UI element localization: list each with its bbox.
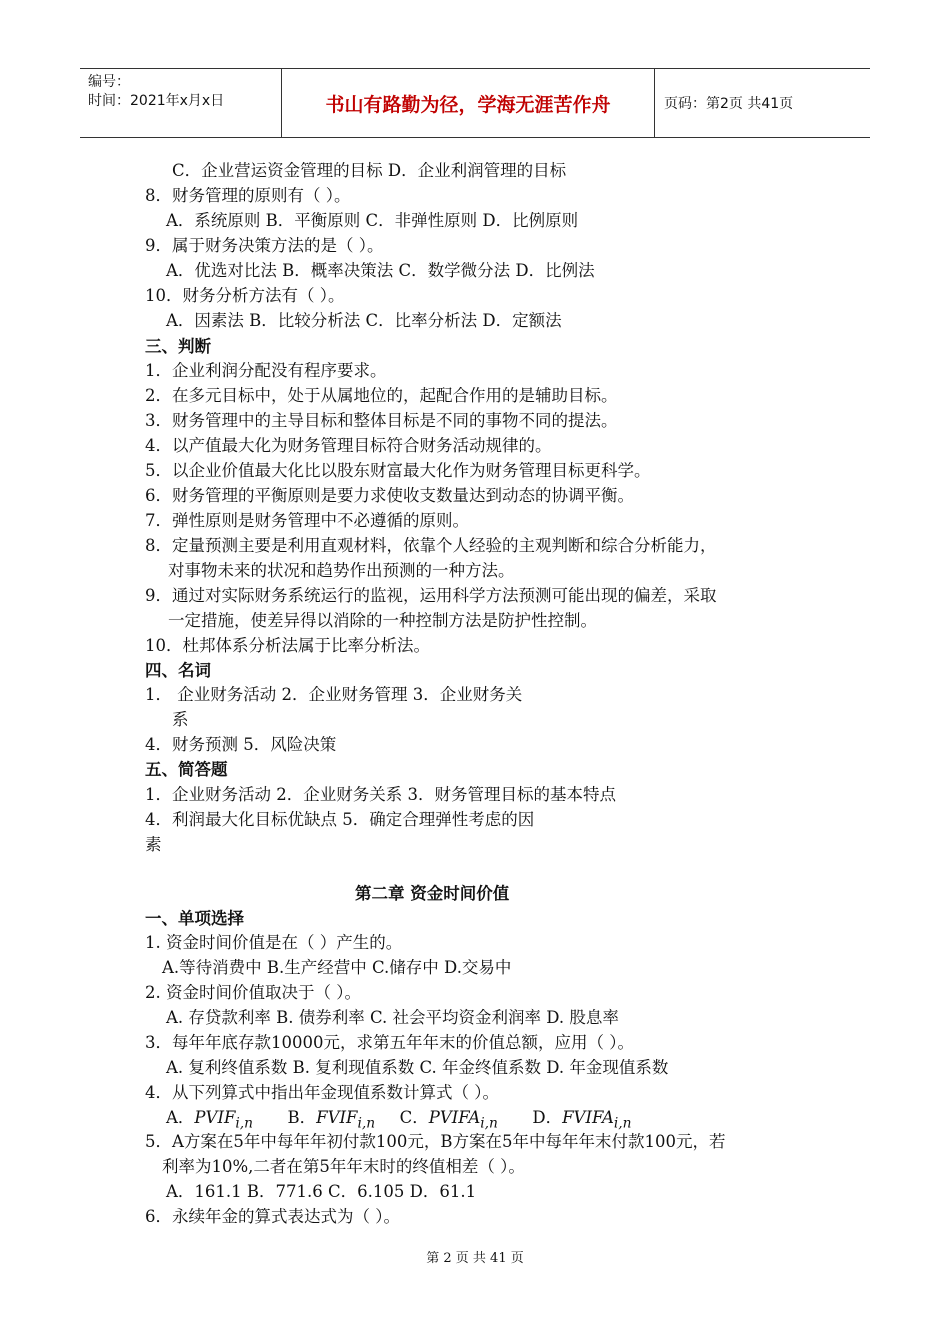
- text-line: 1. 资金时间价值是在（ ）产生的。: [145, 933, 403, 952]
- text-line: 6．永续年金的算式表达式为（ ）。: [145, 1207, 400, 1226]
- header-motto: 书山有路勤为径，学海无涯苦作舟: [282, 69, 655, 137]
- text-line: A．161.1 B．771.6 C．6.105 D．61.1: [166, 1182, 477, 1201]
- formula-option: B．$FVIF_{i,n}$: [287, 1108, 376, 1132]
- text-line: 5．以企业价值最大化比以股东财富最大化作为财务管理目标更科学。: [145, 461, 651, 480]
- text-line: 7．弹性原则是财务管理中不必遵循的原则。: [145, 511, 469, 530]
- text-line: 1．企业利润分配没有程序要求。: [145, 361, 387, 380]
- text-line: 8．定量预测主要是利用直观材料，依靠个人经验的主观判断和综合分析能力，: [145, 536, 717, 555]
- date-label: 时间：2021年x月x日: [88, 93, 225, 109]
- text-line: 1． 企业财务活动 2．企业财务管理 3．企业财务关: [145, 685, 523, 704]
- text-line: 一定措施，使差异得以消除的一种控制方法是防护性控制。: [168, 611, 597, 630]
- text-line: 对事物未来的状况和趋势作出预测的一种方法。: [168, 561, 515, 580]
- text-line: A. 存贷款利率 B. 债券利率 C. 社会平均资金利润率 D. 股息率: [166, 1008, 619, 1027]
- formula-option: A．$PVIF_{i,n}$: [166, 1108, 254, 1132]
- header-info-cell: [80, 69, 282, 137]
- text-line: 6．财务管理的平衡原则是要力求使收支数量达到动态的协调平衡。: [145, 486, 634, 505]
- text-line: 10．杜邦体系分析法属于比率分析法。: [145, 636, 430, 655]
- text-line: 2．在多元目标中，处于从属地位的，起配合作用的是辅助目标。: [145, 386, 618, 405]
- formula-option: D．$FVIFA_{i,n}$: [532, 1108, 632, 1132]
- section-heading: 五、简答题: [145, 760, 228, 779]
- text-line: 利率为10%,二者在第5年年末时的终值相差（ ）。: [162, 1157, 525, 1176]
- header-page-label: 页码：第2页 共41页: [664, 96, 794, 112]
- section-heading: 一、单项选择: [145, 909, 244, 928]
- text-line: 2. 资金时间价值取决于（ ）。: [145, 983, 361, 1002]
- number-label: 编号：: [88, 74, 130, 90]
- text-line: 3．财务管理中的主导目标和整体目标是不同的事物不同的提法。: [145, 411, 618, 430]
- section-heading: 四、名词: [145, 661, 211, 680]
- formula-option: C．$PVIFA_{i,n}$: [399, 1108, 498, 1132]
- section-heading: 三、判断: [145, 337, 211, 356]
- text-line: C．企业营运资金管理的目标 D．企业利润管理的目标: [172, 161, 567, 180]
- chapter-title: 第二章 资金时间价值: [355, 884, 510, 903]
- text-line: 5．A方案在5年中每年年初付款100元，B方案在5年中每年年末付款100元，若: [145, 1132, 726, 1151]
- text-line: 4．以产值最大化为财务管理目标符合财务活动规律的。: [145, 436, 552, 455]
- text-line: A.等待消费中 B.生产经营中 C.储存中 D.交易中: [162, 958, 512, 977]
- text-line: 素: [145, 835, 162, 854]
- text-line: A. 复利终值系数 B. 复利现值系数 C. 年金终值系数 D. 年金现值系数: [166, 1058, 669, 1077]
- text-line: 8．财务管理的原则有（ ）。: [145, 186, 351, 205]
- text-line: A．优选对比法 B．概率决策法 C．数学微分法 D．比例法: [166, 261, 595, 280]
- text-line: 4．利润最大化目标优缺点 5．确定合理弹性考虑的因: [145, 810, 535, 829]
- text-line: 9．属于财务决策方法的是（ ）。: [145, 236, 384, 255]
- text-line: 4．从下列算式中指出年金现值系数计算式（ ）。: [145, 1083, 499, 1102]
- text-line: A．因素法 B．比较分析法 C．比率分析法 D．定额法: [166, 311, 562, 330]
- text-line: 4．财务预测 5．风险决策: [145, 735, 337, 754]
- page-footer: 第 2 页 共 41 页: [426, 1251, 524, 1266]
- text-line: 3．每年年底存款10000元，求第五年年末的价值总额，应用（ ）。: [145, 1033, 634, 1052]
- text-line: 系: [172, 710, 189, 729]
- text-line: 1．企业财务活动 2．企业财务关系 3．财务管理目标的基本特点: [145, 785, 616, 804]
- text-line: A．系统原则 B．平衡原则 C．非弹性原则 D．比例原则: [166, 211, 579, 230]
- text-line: 9．通过对实际财务系统运行的监视，运用科学方法预测可能出现的偏差，采取: [145, 586, 717, 605]
- text-line: 10．财务分析方法有（ ）。: [145, 286, 345, 305]
- page-header: [80, 68, 870, 138]
